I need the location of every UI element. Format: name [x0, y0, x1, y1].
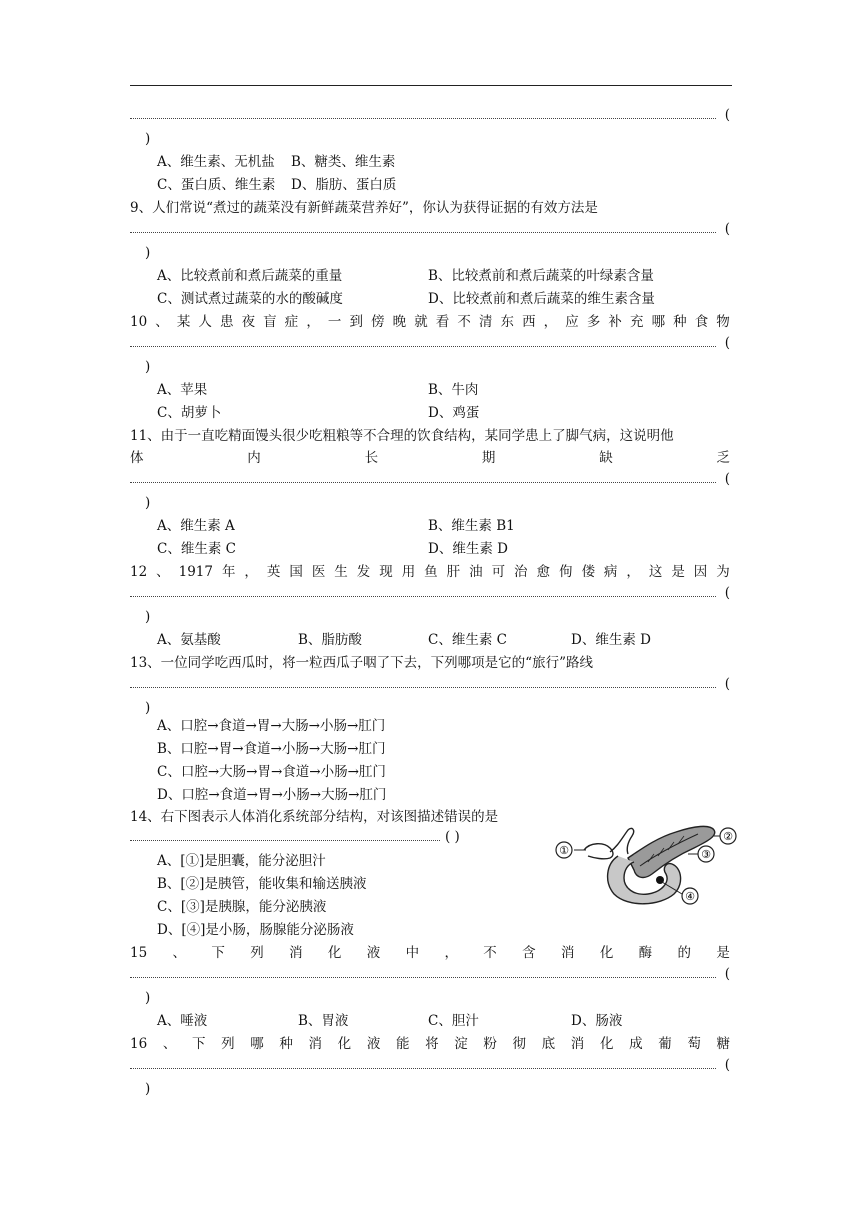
- fig-label-4: ④: [685, 890, 695, 903]
- stem-char: 油: [469, 564, 483, 580]
- answer-dots-q15: (: [130, 963, 730, 985]
- stem-char: 、: [162, 1036, 177, 1052]
- answer-dots-q9: (: [130, 218, 730, 240]
- close-paren-q15: ): [145, 990, 151, 1006]
- close-paren-q11: ): [145, 495, 151, 511]
- q8-option-b: B、糖类、维生素: [291, 154, 396, 170]
- stem-char: 某: [176, 314, 191, 330]
- answer-dots-q14: [130, 826, 440, 848]
- stem-char: 的: [677, 945, 691, 961]
- stem-char: 治: [514, 564, 528, 580]
- stem-char: 化: [327, 945, 342, 961]
- stem-char: 哪: [250, 1036, 264, 1052]
- stem-char: 补: [608, 314, 622, 330]
- stem-char: 鱼: [424, 564, 438, 580]
- stem-char: 为: [716, 564, 730, 580]
- stem-char: 消: [560, 945, 575, 961]
- q12-stem: [130, 561, 730, 583]
- stem-char: 、: [172, 945, 187, 961]
- stem-char: 发: [356, 564, 371, 580]
- close-paren-q12: ): [145, 609, 151, 625]
- stem-char: 是: [671, 564, 685, 580]
- stem-char: 含: [522, 945, 536, 961]
- stem-char: 16: [130, 1036, 148, 1052]
- stem-char: 、: [155, 314, 169, 330]
- answer-dots-q11: (: [130, 468, 730, 490]
- stem-char: 葡: [658, 1036, 672, 1052]
- q8-option-d: D、脂肪、蛋白质: [291, 177, 397, 193]
- q10-option-c: C、胡萝卜: [157, 405, 222, 421]
- close-paren-q13: ): [145, 700, 151, 716]
- stem-char: ，: [626, 564, 640, 580]
- stem-char: 缺: [599, 450, 613, 466]
- stem-char: 不: [457, 314, 471, 330]
- stem-char: 可: [491, 564, 506, 580]
- q15-option-b: B、胃液: [298, 1013, 349, 1029]
- q14-option-b: B、[②]是胰管，能收集和输送胰液: [157, 876, 367, 892]
- stem-char: 不: [483, 945, 497, 961]
- stem-char: ，: [543, 314, 558, 330]
- close-paren-q9: ): [145, 245, 151, 261]
- q15-stem: [130, 942, 730, 964]
- answer-dots-q8: (: [130, 104, 730, 126]
- q13-option-a: A、口腔→食道→胃→大肠→小肠→肛门: [157, 718, 386, 734]
- stem-char: 化: [337, 1036, 352, 1052]
- stem-char: 、: [156, 564, 170, 580]
- stem-char: 人: [198, 314, 212, 330]
- stem-char: 粉: [483, 1036, 497, 1052]
- q12-option-a: A、氨基酸: [157, 632, 221, 648]
- q14-option-d: D、[④]是小肠，肠腺能分泌肠液: [157, 922, 354, 938]
- stem-char: 东: [500, 314, 515, 330]
- stem-char: 现: [379, 564, 393, 580]
- stem-char: 12: [130, 564, 148, 580]
- answer-dots-q16: (: [130, 1054, 730, 1076]
- stem-char: 淀: [454, 1036, 468, 1052]
- fig-label-2: ②: [723, 830, 733, 843]
- stem-char: 医: [311, 564, 326, 580]
- stem-char: 是: [716, 945, 730, 961]
- q14-paren: ( ): [445, 829, 460, 845]
- stem-char: 肝: [446, 564, 461, 580]
- stem-char: 酶: [638, 945, 653, 961]
- stem-char: 种: [673, 314, 687, 330]
- stem-char: 多: [586, 314, 601, 330]
- stem-char: 盲: [263, 314, 277, 330]
- gallbladder-shape: [584, 844, 613, 859]
- answer-dots-q13: (: [130, 673, 730, 695]
- q12-option-b: B、脂肪酸: [298, 632, 362, 648]
- stem-char: 底: [541, 1036, 556, 1052]
- q10-option-a: A、苹果: [157, 382, 208, 398]
- q16-stem: [130, 1033, 730, 1055]
- q11-stem: 11、由于一直吃精面馒头很少吃粗粮等不合理的饮食结构，某同学患上了脚气病，这说明他: [130, 428, 674, 444]
- stem-char: 症: [284, 314, 299, 330]
- stem-char: 化: [599, 945, 614, 961]
- q8-option-c: C、蛋白质、维生素: [157, 177, 276, 193]
- stem-char: 充: [629, 314, 644, 330]
- q9-option-b: B、比较煮前和煮后蔬菜的叶绿素含量: [428, 268, 654, 284]
- stem-char: 内: [247, 450, 261, 466]
- digestive-system-figure: [548, 822, 738, 912]
- header-rule: [130, 85, 732, 86]
- q15-option-d: D、肠液: [571, 1013, 623, 1029]
- fig-label-3: ③: [701, 848, 711, 861]
- stem-char: 这: [648, 564, 663, 580]
- stem-char: 液: [366, 945, 381, 961]
- q13-option-d: D、口腔→食道→胃→小肠→大肠→肛门: [157, 787, 387, 803]
- stem-char: 看: [435, 314, 450, 330]
- stem-char: 消: [570, 1036, 585, 1052]
- stem-char: 因: [693, 564, 708, 580]
- stem-char: 15: [130, 945, 148, 961]
- stem-char: 彻: [512, 1036, 527, 1052]
- q9-option-d: D、比较煮前和煮后蔬菜的维生素含量: [428, 291, 655, 307]
- stem-char: 长: [364, 450, 379, 466]
- stem-char: ，: [444, 945, 458, 961]
- q11-option-b: B、维生素 B1: [428, 518, 515, 534]
- stem-char: 应: [565, 314, 579, 330]
- q15-option-c: C、胆汁: [428, 1013, 479, 1029]
- stem-char: 消: [308, 1036, 323, 1052]
- stem-char: 夜: [241, 314, 256, 330]
- stem-char: 下: [191, 1036, 206, 1052]
- stem-char: 体: [130, 450, 144, 466]
- q8-option-a: A、维生素、无机盐: [157, 154, 275, 170]
- q9-option-c: C、测试煮过蔬菜的水的酸碱度: [157, 291, 343, 307]
- stem-char: 乏: [716, 450, 730, 466]
- stem-char: 病: [603, 564, 618, 580]
- q11-option-d: D、维生素 D: [428, 541, 508, 557]
- stem-char: 英: [266, 564, 281, 580]
- q13-stem: 13、一位同学吃西瓜时，将一粒西瓜子咽了下去，下列哪项是它的“旅行”路线: [130, 655, 593, 671]
- stem-char: 能: [395, 1036, 410, 1052]
- stem-char: 哪: [651, 314, 666, 330]
- bile-duct-shape: [610, 828, 634, 854]
- q10-option-d: D、鸡蛋: [428, 405, 480, 421]
- stem-char: 用: [401, 564, 416, 580]
- q9-option-a: A、比较煮前和煮后蔬菜的重量: [157, 268, 343, 284]
- stem-char: 国: [289, 564, 303, 580]
- stem-char: 液: [366, 1036, 381, 1052]
- answer-dots-q12: (: [130, 582, 730, 604]
- close-paren-q16: ): [145, 1081, 151, 1097]
- q15-option-a: A、唾液: [157, 1013, 208, 1029]
- fig-label-1: ①: [559, 844, 569, 857]
- stem-char: 晚: [392, 314, 407, 330]
- answer-dots-q10: (: [130, 332, 730, 354]
- q11-option-a: A、维生素 A: [157, 518, 235, 534]
- stem-char: 1917: [178, 564, 213, 580]
- q13-option-c: C、口腔→大肠→胃→食道→小肠→肛门: [157, 764, 386, 780]
- stem-char: 消: [289, 945, 303, 961]
- stem-char: 西: [522, 314, 536, 330]
- stem-char: 期: [481, 450, 496, 466]
- q11-stem-line2: [130, 447, 730, 469]
- stem-char: 患: [220, 314, 234, 330]
- stem-char: 食: [694, 314, 709, 330]
- stem-char: 物: [716, 314, 730, 330]
- q13-option-b: B、口腔→胃→食道→小肠→大肠→肛门: [157, 741, 386, 757]
- q12-option-c: C、维生素 C: [428, 632, 507, 648]
- stem-char: 萄: [687, 1036, 701, 1052]
- stem-char: 列: [250, 945, 264, 961]
- stem-char: 10: [130, 314, 148, 330]
- stem-char: 傍: [371, 314, 385, 330]
- stem-char: 就: [414, 314, 428, 330]
- stem-char: 将: [425, 1036, 439, 1052]
- stem-char: 生: [334, 564, 348, 580]
- stem-char: ，: [306, 314, 320, 330]
- q14-option-c: C、[③]是胰腺，能分泌胰液: [157, 899, 327, 915]
- stem-char: 种: [279, 1036, 293, 1052]
- stem-char: 列: [221, 1036, 235, 1052]
- q11-option-c: C、维生素 C: [157, 541, 236, 557]
- q14-option-a: A、[①]是胆囊，能分泌胆汁: [157, 853, 326, 869]
- q10-option-b: B、牛肉: [428, 382, 479, 398]
- stem-char: 清: [478, 314, 493, 330]
- q10-stem: [130, 311, 730, 333]
- stem-char: 愈: [536, 564, 551, 580]
- stem-char: 糖: [716, 1036, 730, 1052]
- stem-char: 中: [405, 945, 420, 961]
- close-paren-q8: ): [145, 131, 151, 147]
- q14-stem: 14、右下图表示人体消化系统部分结构，对该图描述错误的是: [130, 809, 499, 825]
- stem-char: 到: [349, 314, 363, 330]
- stem-char: 年: [221, 564, 236, 580]
- close-paren-q10: ): [145, 359, 151, 375]
- stem-char: 一: [327, 314, 342, 330]
- stem-char: ，: [244, 564, 258, 580]
- q9-stem: 9、人们常说“煮过的蔬菜没有新鲜蔬菜营养好”，你认为获得证据的有效方法是: [130, 200, 598, 216]
- stem-char: 佝: [558, 564, 573, 580]
- stem-char: 下: [211, 945, 225, 961]
- stem-char: 偻: [581, 564, 595, 580]
- stem-char: 化: [599, 1036, 614, 1052]
- stem-char: 成: [629, 1036, 643, 1052]
- q12-option-d: D、维生素 D: [571, 632, 651, 648]
